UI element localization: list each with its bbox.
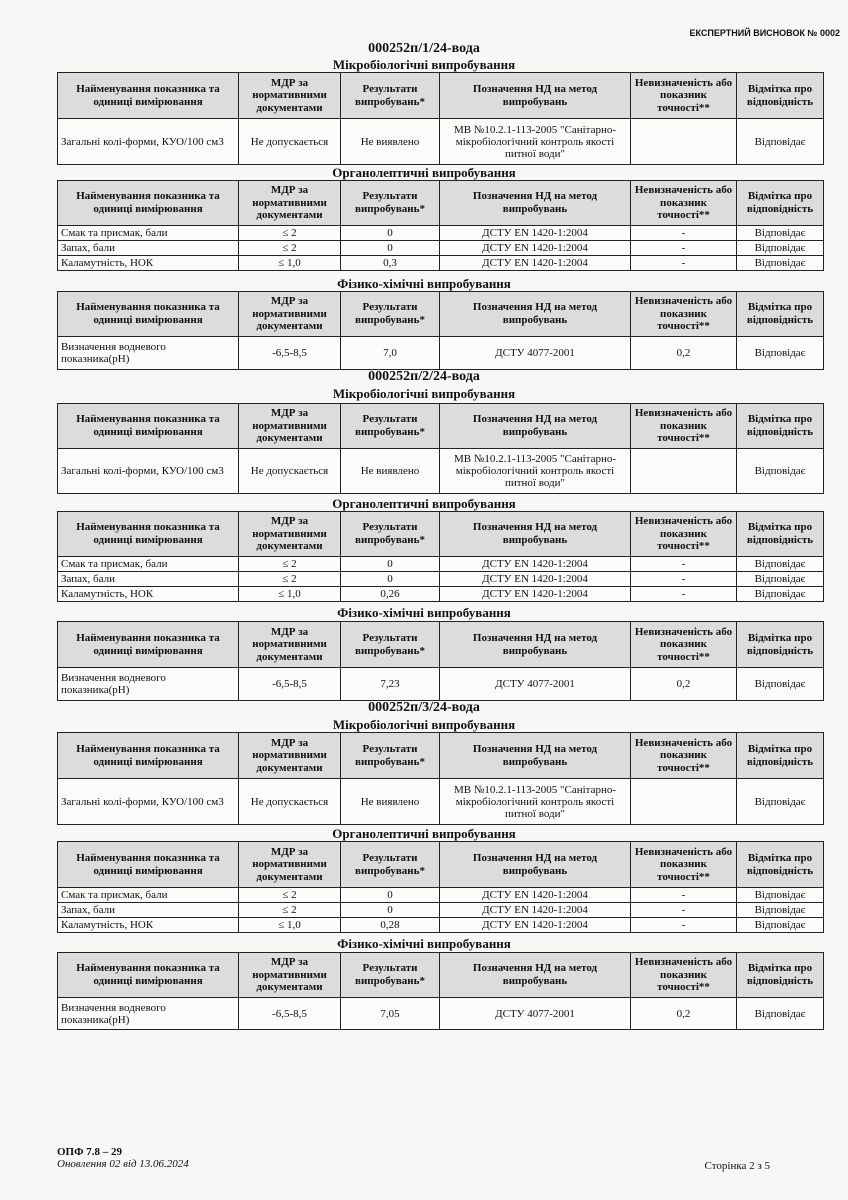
footer-form-info [57, 1146, 189, 1170]
cell-result: 0 [341, 903, 440, 918]
header-result: Результати випробувань* [341, 404, 440, 449]
header-method: Позначення НД на метод випробувань [440, 181, 631, 226]
cell-name: Каламутність, НОК [58, 918, 239, 933]
header-compliance: Відмітка про відповідність [737, 733, 824, 779]
header-compliance: Відмітка про відповідність [737, 842, 824, 888]
cell-result: Не виявлено [341, 119, 440, 165]
cell-method: ДСТУ 4077-2001 [440, 337, 631, 370]
cell-uncertainty: - [631, 557, 737, 572]
header-compliance: Відмітка про відповідність [737, 181, 824, 226]
cell-compliance: Відповідає [737, 888, 824, 903]
cell-uncertainty: - [631, 572, 737, 587]
header-name: Найменування показника та одиниці вимірювання [58, 953, 239, 998]
header-uncertainty: Невизначеність або показник точності** [631, 181, 737, 226]
section-title-organo: Органолептичні випробування [332, 826, 516, 841]
section-title-physchem: Фізико-хімічні випробування [337, 276, 511, 291]
header-compliance: Відмітка про відповідність [737, 512, 824, 557]
header-result: Результати випробувань* [341, 733, 440, 779]
cell-method: ДСТУ EN 1420-1:2004 [440, 241, 631, 256]
cell-uncertainty [631, 449, 737, 494]
header-result: Результати випробувань* [341, 181, 440, 226]
section-title-physchem: Фізико-хімічні випробування [337, 936, 511, 951]
cell-result: 0 [341, 241, 440, 256]
header-method: Позначення НД на метод випробувань [440, 953, 631, 998]
header-method: Позначення НД на метод випробувань [440, 292, 631, 337]
organo-table [57, 841, 824, 933]
cell-uncertainty: - [631, 903, 737, 918]
header-uncertainty: Невизначеність або показник точності** [631, 512, 737, 557]
cell-result: 0 [341, 557, 440, 572]
cell-name: Смак та присмак, бали [58, 557, 239, 572]
header-name: Найменування показника та одиниці вимірювання [58, 622, 239, 668]
cell-mdr: -6,5-8,5 [239, 998, 341, 1030]
header-name: Найменування показника та одиниці вимірювання [58, 292, 239, 337]
cell-mdr: ≤ 2 [239, 572, 341, 587]
header-method: Позначення НД на метод випробувань [440, 73, 631, 119]
sample-id: 000252п/2/24-вода [368, 369, 480, 384]
header-uncertainty: Невизначеність або показник точності** [631, 73, 737, 119]
cell-uncertainty: - [631, 241, 737, 256]
cell-compliance: Відповідає [737, 918, 824, 933]
cell-method: МВ №10.2.1-113-2005 "Санітарно-мікробіологічний контроль якості питної води" [440, 779, 631, 825]
table-row [58, 337, 824, 370]
cell-mdr: -6,5-8,5 [239, 337, 341, 370]
table-row [58, 779, 824, 825]
header-result: Результати випробувань* [341, 842, 440, 888]
cell-name: Каламутність, НОК [58, 256, 239, 271]
cell-mdr: ≤ 1,0 [239, 918, 341, 933]
cell-method: ДСТУ EN 1420-1:2004 [440, 888, 631, 903]
form-code: ОПФ 7.8 – 29 [57, 1146, 123, 1158]
cell-method: ДСТУ EN 1420-1:2004 [440, 572, 631, 587]
header-name: Найменування показника та одиниці вимірювання [58, 733, 239, 779]
micro-table [57, 732, 824, 825]
table-row [58, 557, 824, 572]
header-method: Позначення НД на метод випробувань [440, 404, 631, 449]
cell-uncertainty: 0,2 [631, 998, 737, 1030]
table-row [58, 256, 824, 271]
cell-method: ДСТУ EN 1420-1:2004 [440, 587, 631, 602]
cell-uncertainty: - [631, 918, 737, 933]
header-name: Найменування показника та одиниці вимірювання [58, 73, 239, 119]
cell-result: Не виявлено [341, 449, 440, 494]
micro-table [57, 72, 824, 165]
cell-result: 0 [341, 226, 440, 241]
physchem-table [57, 952, 824, 1030]
cell-method: ДСТУ EN 1420-1:2004 [440, 226, 631, 241]
sample-id: 000252п/3/24-вода [368, 700, 480, 715]
cell-name: Визначення водневого показника(pH) [58, 668, 239, 701]
header-name: Найменування показника та одиниці вимірювання [58, 404, 239, 449]
cell-name: Смак та присмак, бали [58, 226, 239, 241]
header-method: Позначення НД на метод випробувань [440, 733, 631, 779]
header-uncertainty: Невизначеність або показник точності** [631, 953, 737, 998]
header-uncertainty: Невизначеність або показник точності** [631, 622, 737, 668]
cell-name: Каламутність, НОК [58, 587, 239, 602]
cell-result: Не виявлено [341, 779, 440, 825]
cell-compliance: Відповідає [737, 557, 824, 572]
header-compliance: Відмітка про відповідність [737, 73, 824, 119]
cell-name: Запах, бали [58, 903, 239, 918]
cell-mdr: ≤ 2 [239, 903, 341, 918]
header-result: Результати випробувань* [341, 73, 440, 119]
header-mdr: МДР за нормативними документами [239, 953, 341, 998]
section-title-organo: Органолептичні випробування [332, 165, 516, 180]
cell-result: 7,05 [341, 998, 440, 1030]
cell-method: МВ №10.2.1-113-2005 "Санітарно-мікробіологічний контроль якості питної води" [440, 449, 631, 494]
header-compliance: Відмітка про відповідність [737, 292, 824, 337]
cell-method: ДСТУ EN 1420-1:2004 [440, 918, 631, 933]
cell-uncertainty: 0,2 [631, 337, 737, 370]
header-method: Позначення НД на метод випробувань [440, 842, 631, 888]
cell-compliance: Відповідає [737, 998, 824, 1030]
table-row [58, 226, 824, 241]
header-compliance: Відмітка про відповідність [737, 622, 824, 668]
cell-compliance: Відповідає [737, 903, 824, 918]
section-title-micro: Мікробіологічні випробування [332, 57, 516, 72]
cell-name: Смак та присмак, бали [58, 888, 239, 903]
header-compliance: Відмітка про відповідність [737, 404, 824, 449]
cell-uncertainty: - [631, 888, 737, 903]
organo-table [57, 511, 824, 602]
cell-result: 7,23 [341, 668, 440, 701]
section-title-physchem: Фізико-хімічні випробування [337, 605, 511, 620]
header-uncertainty: Невизначеність або показник точності** [631, 404, 737, 449]
header-mdr: МДР за нормативними документами [239, 842, 341, 888]
cell-method: МВ №10.2.1-113-2005 "Санітарно-мікробіологічний контроль якості питної води" [440, 119, 631, 165]
cell-uncertainty: - [631, 256, 737, 271]
cell-uncertainty [631, 779, 737, 825]
cell-mdr: Не допускається [239, 119, 341, 165]
cell-mdr: Не допускається [239, 779, 341, 825]
header-result: Результати випробувань* [341, 622, 440, 668]
cell-compliance: Відповідає [737, 587, 824, 602]
header-mdr: МДР за нормативними документами [239, 622, 341, 668]
header-method: Позначення НД на метод випробувань [440, 512, 631, 557]
cell-result: 7,0 [341, 337, 440, 370]
header-mdr: МДР за нормативними документами [239, 404, 341, 449]
cell-result: 0 [341, 888, 440, 903]
table-row [58, 587, 824, 602]
cell-mdr: ≤ 2 [239, 241, 341, 256]
header-uncertainty: Невизначеність або показник точності** [631, 842, 737, 888]
table-row [58, 998, 824, 1030]
form-update: Оновлення 02 від 13.06.2024 [57, 1158, 189, 1170]
cell-result: 0,26 [341, 587, 440, 602]
organo-table [57, 180, 824, 271]
cell-compliance: Відповідає [737, 337, 824, 370]
cell-uncertainty: - [631, 226, 737, 241]
cell-mdr: ≤ 2 [239, 557, 341, 572]
conclusion-header: ЕКСПЕРТНИЙ ВИСНОВОК № 0002 [689, 28, 840, 38]
cell-mdr: ≤ 1,0 [239, 256, 341, 271]
cell-compliance: Відповідає [737, 449, 824, 494]
cell-uncertainty: - [631, 587, 737, 602]
cell-compliance: Відповідає [737, 119, 824, 165]
cell-name: Визначення водневого показника(pH) [58, 998, 239, 1030]
micro-table [57, 403, 824, 494]
header-name: Найменування показника та одиниці вимірювання [58, 181, 239, 226]
header-mdr: МДР за нормативними документами [239, 292, 341, 337]
cell-uncertainty: 0,2 [631, 668, 737, 701]
cell-method: ДСТУ 4077-2001 [440, 668, 631, 701]
cell-mdr: -6,5-8,5 [239, 668, 341, 701]
table-row [58, 903, 824, 918]
physchem-table [57, 291, 824, 370]
cell-compliance: Відповідає [737, 572, 824, 587]
section-title-organo: Органолептичні випробування [332, 496, 516, 511]
header-mdr: МДР за нормативними документами [239, 733, 341, 779]
cell-compliance: Відповідає [737, 241, 824, 256]
cell-method: ДСТУ EN 1420-1:2004 [440, 557, 631, 572]
cell-mdr: ≤ 1,0 [239, 587, 341, 602]
cell-mdr: Не допускається [239, 449, 341, 494]
cell-name: Загальні колі-форми, КУО/100 см3 [58, 779, 239, 825]
section-title-micro: Мікробіологічні випробування [332, 386, 516, 401]
table-row [58, 449, 824, 494]
cell-name: Визначення водневого показника(pH) [58, 337, 239, 370]
cell-mdr: ≤ 2 [239, 888, 341, 903]
cell-method: ДСТУ EN 1420-1:2004 [440, 903, 631, 918]
header-uncertainty: Невизначеність або показник точності** [631, 292, 737, 337]
header-result: Результати випробувань* [341, 292, 440, 337]
header-mdr: МДР за нормативними документами [239, 181, 341, 226]
cell-mdr: ≤ 2 [239, 226, 341, 241]
cell-name: Запах, бали [58, 241, 239, 256]
cell-uncertainty [631, 119, 737, 165]
cell-compliance: Відповідає [737, 256, 824, 271]
cell-method: ДСТУ 4077-2001 [440, 998, 631, 1030]
cell-compliance: Відповідає [737, 779, 824, 825]
table-row [58, 119, 824, 165]
cell-result: 0,3 [341, 256, 440, 271]
table-row [58, 241, 824, 256]
sample-id: 000252п/1/24-вода [368, 41, 480, 56]
header-name: Найменування показника та одиниці вимірювання [58, 512, 239, 557]
cell-name: Запах, бали [58, 572, 239, 587]
cell-compliance: Відповідає [737, 226, 824, 241]
cell-result: 0,28 [341, 918, 440, 933]
physchem-table [57, 621, 824, 701]
cell-name: Загальні колі-форми, КУО/100 см3 [58, 449, 239, 494]
header-compliance: Відмітка про відповідність [737, 953, 824, 998]
header-mdr: МДР за нормативними документами [239, 73, 341, 119]
header-result: Результати випробувань* [341, 512, 440, 557]
section-title-micro: Мікробіологічні випробування [332, 717, 516, 732]
table-row [58, 572, 824, 587]
header-name: Найменування показника та одиниці вимірювання [58, 842, 239, 888]
header-result: Результати випробувань* [341, 953, 440, 998]
page-number: Сторінка 2 з 5 [704, 1160, 770, 1172]
header-uncertainty: Невизначеність або показник точності** [631, 733, 737, 779]
cell-name: Загальні колі-форми, КУО/100 см3 [58, 119, 239, 165]
header-mdr: МДР за нормативними документами [239, 512, 341, 557]
table-row [58, 888, 824, 903]
cell-method: ДСТУ EN 1420-1:2004 [440, 256, 631, 271]
table-row [58, 918, 824, 933]
table-row [58, 668, 824, 701]
header-method: Позначення НД на метод випробувань [440, 622, 631, 668]
cell-compliance: Відповідає [737, 668, 824, 701]
cell-result: 0 [341, 572, 440, 587]
